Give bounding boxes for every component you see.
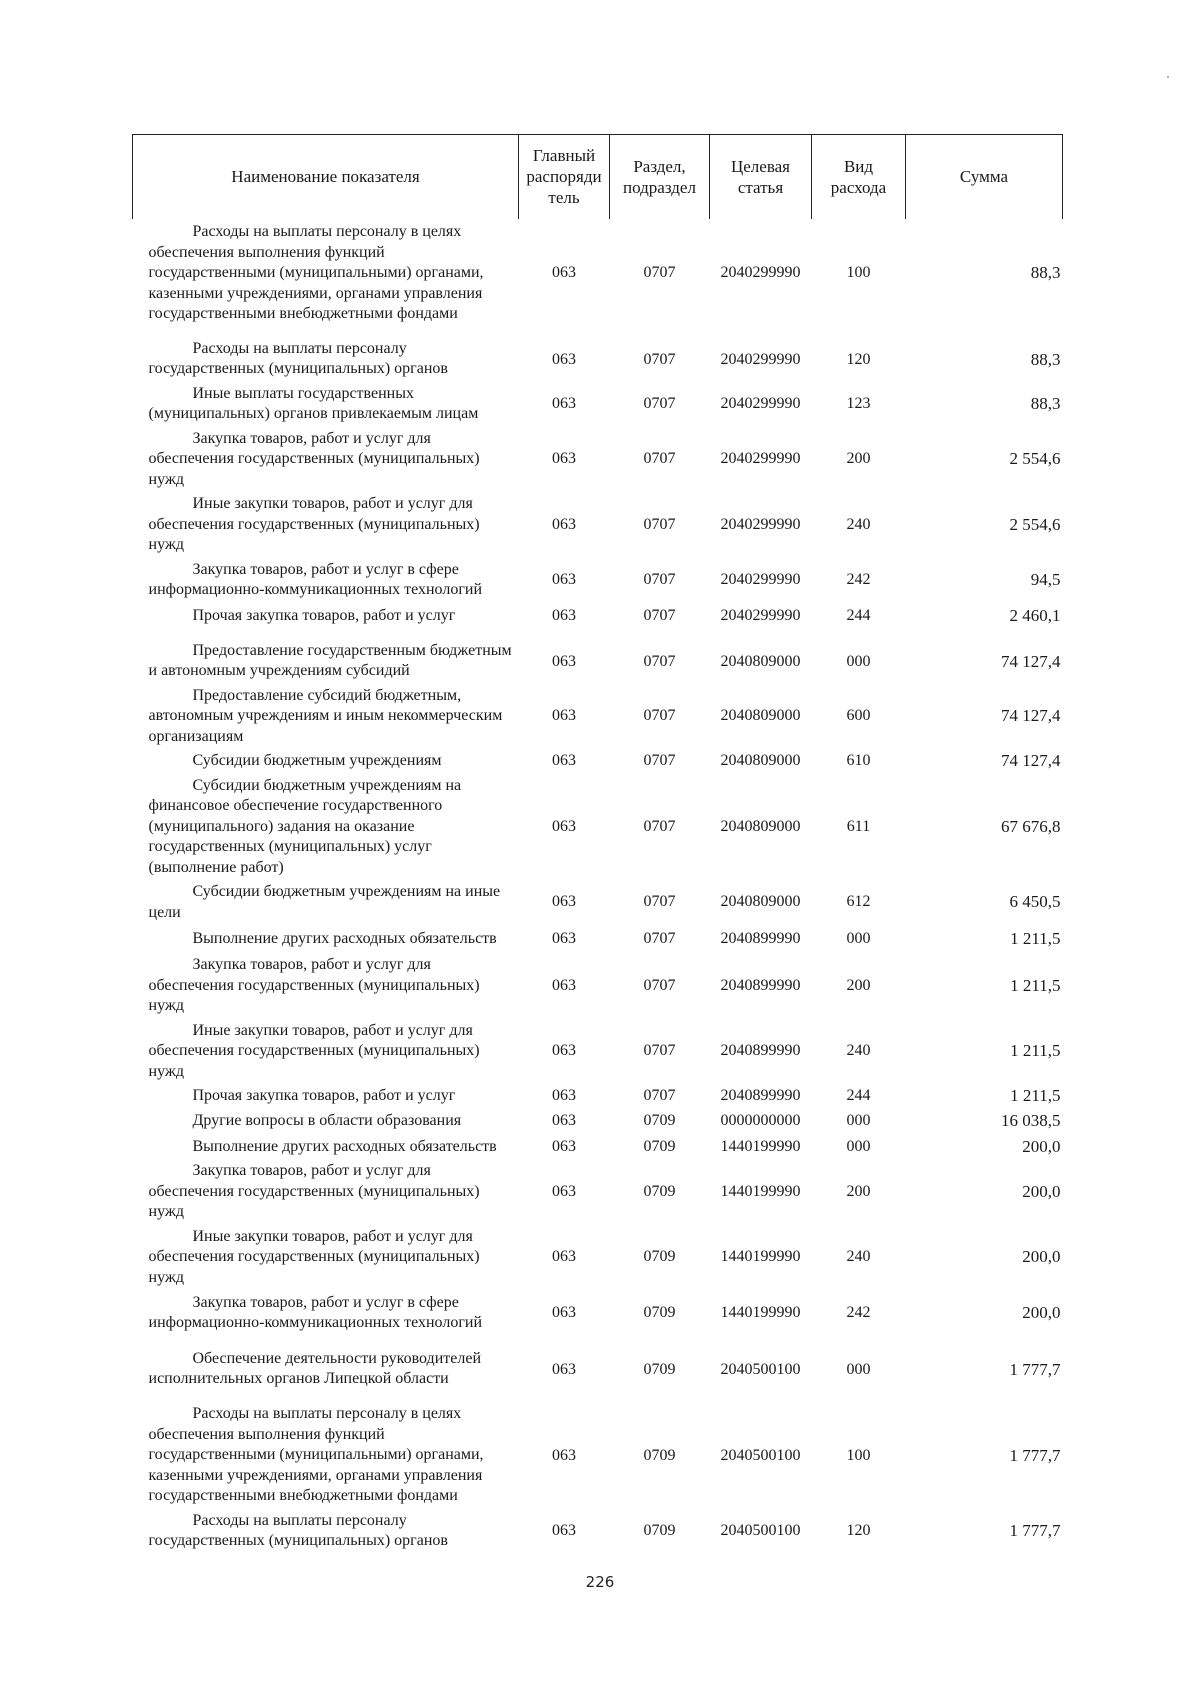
row-expense-type: 244 [846,1087,871,1104]
row-amount: 94,5 [1030,569,1061,589]
table-row [133,749,1063,774]
row-main-manager: 063 [552,929,576,947]
row-main-manager: 063 [552,1303,576,1321]
row-expense-type: 242 [846,1303,871,1321]
row-main-manager: 063 [552,1112,576,1130]
table-row [133,1135,1063,1160]
row-section: 0709 [643,1521,676,1539]
row-amount: 200,0 [1022,1247,1061,1266]
page-number: 226 [585,1573,615,1591]
row-amount: 200,0 [1022,1181,1061,1201]
row-indicator-name: Субсидии бюджетным учреждениям [192,752,442,769]
row-section: 0707 [643,707,676,724]
row-indicator-name: Предоставление субсидий бюджетным, автономным учреждениям и иным некоммерческим организациям [148,686,503,745]
row-main-manager: 063 [552,1360,576,1378]
row-section: 0709 [643,1112,676,1130]
row-expense-type: 000 [846,652,871,670]
row-target-article: 2040899990 [720,976,801,994]
row-expense-type: 244 [846,607,871,625]
row-indicator-name: Закупка товаров, работ и услуг для обеспечения государственных (муниципальных) нужд [148,429,480,488]
row-indicator-name: Расходы на выплаты персоналу государственных (муниципальных) органов [148,1511,448,1549]
row-target-article: 2040899990 [720,929,801,947]
row-section: 0707 [643,450,676,467]
row-target-article: 2040299990 [720,515,801,533]
row-indicator-name: Закупка товаров, работ и услуг для обеспечения государственных (муниципальных) нужд [148,1162,480,1220]
row-target-article: 2040809000 [720,817,801,835]
row-main-manager: 063 [552,1087,576,1104]
row-target-article: 1440199990 [720,1248,801,1265]
row-section: 0709 [643,1137,676,1155]
row-section: 0707 [643,515,676,533]
row-expense-type: 240 [846,1042,871,1059]
row-amount: 1 211,5 [1010,1041,1061,1060]
scan-speck [1167,76,1169,78]
row-indicator-name: Расходы на выплаты персоналу в целях обеспечения выполнения функций государственными (муниципальными) органами, казенными учреждениями, органами управления государственными внебюджетными фондами [148,223,484,323]
budget-expenditure-table [132,134,1063,1554]
row-amount: 200,0 [1022,1136,1061,1156]
row-indicator-name: Иные закупки товаров, работ и услуг для обеспечения государственных (муниципальных) нужд [148,1021,480,1080]
table-row [133,684,1063,750]
row-amount: 6 450,5 [1009,892,1061,912]
row-target-article: 2040809000 [720,652,801,670]
row-expense-type: 240 [846,1248,871,1265]
row-amount: 1 777,7 [1009,1359,1061,1379]
row-indicator-name: Предоставление государственным бюджетным и автономным учреждениям субсидий [148,641,512,679]
header-target-article: Целевая статья [710,135,812,219]
row-section: 0707 [643,394,676,412]
row-indicator-name: Выполнение других расходных обязательств [192,1137,497,1155]
row-amount: 88,3 [1030,263,1061,283]
row-amount: 88,3 [1030,393,1061,413]
table-row [133,953,1063,1019]
row-section: 0707 [643,570,676,588]
row-main-manager: 063 [552,570,576,588]
row-amount: 1 777,7 [1009,1520,1061,1540]
row-expense-type: 600 [846,707,871,724]
table-row [133,925,1063,953]
row-amount: 74 127,4 [1001,706,1061,725]
row-main-manager: 063 [552,515,576,533]
row-section: 0707 [643,817,676,835]
row-amount: 67 676,8 [1001,816,1061,836]
row-section: 0709 [643,1303,676,1321]
row-section: 0707 [643,1042,676,1059]
row-expense-type: 000 [846,929,871,947]
row-indicator-name: Закупка товаров, работ и услуг для обеспечения государственных (муниципальных) нужд [148,956,480,1014]
row-expense-type: 200 [846,976,871,994]
row-section: 0707 [643,893,676,911]
row-target-article: 1440199990 [720,1303,801,1321]
table-row [133,219,1063,329]
row-section: 0709 [643,1447,676,1464]
row-main-manager: 063 [552,1447,576,1464]
row-main-manager: 063 [552,752,576,769]
row-section: 0707 [643,350,676,368]
row-indicator-name: Иные закупки товаров, работ и услуг для обеспечения государственных (муниципальных) нужд [148,495,480,553]
table-row [133,774,1063,881]
row-main-manager: 063 [552,652,576,670]
row-section: 0707 [643,652,676,670]
row-expense-type: 000 [846,1360,871,1378]
table-row [133,1336,1063,1394]
row-main-manager: 063 [552,1042,576,1059]
row-section: 0707 [643,264,676,282]
row-main-manager: 063 [552,1137,576,1155]
table-row [133,1084,1063,1109]
header-amount: Сумма [906,135,1063,219]
row-expense-type: 242 [846,570,871,588]
row-expense-type: 000 [846,1112,871,1130]
row-amount: 1 211,5 [1010,928,1061,948]
row-target-article: 2040500100 [720,1447,801,1464]
row-expense-type: 100 [846,1447,871,1464]
row-target-article: 1440199990 [720,1137,801,1155]
row-amount: 1 777,7 [1009,1446,1061,1465]
table-row [133,1019,1063,1085]
row-indicator-name: Иные выплаты государственных (муниципальных) органов привлекаемым лицам [148,384,479,422]
table-row [133,880,1063,925]
row-amount: 1 211,5 [1010,1086,1061,1105]
row-target-article: 2040299990 [720,264,801,282]
row-expense-type: 000 [846,1137,871,1155]
row-section: 0707 [643,1087,676,1104]
row-section: 0707 [643,929,676,947]
table-row [133,631,1063,684]
row-expense-type: 610 [846,752,871,769]
header-indicator-name: Наименование показателя [133,135,519,219]
row-expense-type: 120 [846,350,871,368]
row-amount: 1 211,5 [1010,975,1061,995]
row-target-article: 2040299990 [720,570,801,588]
table-row [133,603,1063,631]
table-row [133,1509,1063,1554]
row-indicator-name: Закупка товаров, работ и услуг в сфере информационно-коммуникационных технологий [148,1293,483,1331]
table-row [133,558,1063,603]
table-row [133,492,1063,558]
row-main-manager: 063 [552,976,576,994]
row-section: 0709 [643,1182,676,1200]
row-main-manager: 063 [552,1248,576,1265]
row-main-manager: 063 [552,1521,576,1539]
row-target-article: 2040500100 [720,1521,801,1539]
row-expense-type: 120 [846,1521,871,1539]
row-target-article: 2040809000 [720,707,801,724]
table-header-row [133,135,1063,219]
header-main-manager: Главный распоряди тель [519,135,610,219]
table-row [133,1394,1063,1509]
row-main-manager: 063 [552,1182,576,1200]
row-amount: 88,3 [1030,349,1061,369]
table-row [133,1290,1063,1336]
header-section: Раздел, подраздел [610,135,710,219]
table-body [133,219,1063,1554]
row-amount: 2 554,6 [1009,514,1061,534]
row-main-manager: 063 [552,893,576,911]
row-main-manager: 063 [552,350,576,368]
row-indicator-name: Выполнение других расходных обязательств [192,929,497,947]
row-indicator-name: Субсидии бюджетным учреждениям на финансовое обеспечение государственного (муниципального) задания на оказание государственных (муниципальных) услуг (выполнение работ) [148,776,462,876]
row-expense-type: 240 [846,515,871,533]
row-amount: 74 127,4 [1001,651,1061,671]
row-target-article: 2040500100 [720,1360,801,1378]
row-amount: 200,0 [1022,1302,1061,1322]
row-expense-type: 123 [846,394,871,412]
row-target-article: 2040299990 [720,394,801,412]
table-row [133,329,1063,382]
row-section: 0707 [643,607,676,625]
table-row [133,1159,1063,1225]
row-section: 0707 [643,752,676,769]
row-section: 0709 [643,1248,676,1265]
row-target-article: 2040809000 [720,752,801,769]
row-indicator-name: Субсидии бюджетным учреждениям на иные цели [148,883,501,921]
row-target-article: 2040809000 [720,893,801,911]
row-target-article: 2040299990 [720,450,801,467]
row-target-article: 2040899990 [720,1042,801,1059]
row-indicator-name: Иные закупки товаров, работ и услуг для обеспечения государственных (муниципальных) нужд [148,1227,480,1286]
row-expense-type: 612 [846,893,871,911]
row-expense-type: 200 [846,1182,871,1200]
row-main-manager: 063 [552,264,576,282]
table-row [133,427,1063,493]
row-section: 0707 [643,976,676,994]
row-indicator-name: Расходы на выплаты персоналу в целях обеспечения выполнения функций государственными (муниципальными) органами, казенными учреждениями, органами управления государственными внебюджетными фондами [148,1405,484,1504]
row-indicator-name: Прочая закупка товаров, работ и услуг [192,1087,456,1104]
row-target-article: 1440199990 [720,1182,801,1200]
row-target-article: 2040299990 [720,607,801,625]
row-amount: 2 460,1 [1009,606,1061,626]
row-target-article: 2040899990 [720,1087,801,1104]
table-row [133,1225,1063,1291]
row-main-manager: 063 [552,607,576,625]
row-indicator-name: Расходы на выплаты персоналу государственных (муниципальных) органов [148,339,448,377]
row-target-article: 0000000000 [720,1112,801,1130]
table-row [133,382,1063,427]
row-section: 0709 [643,1360,676,1378]
row-amount: 2 554,6 [1009,449,1061,468]
row-expense-type: 200 [846,450,871,467]
header-expense-type: Вид расхода [812,135,906,219]
row-main-manager: 063 [552,450,576,467]
row-main-manager: 063 [552,707,576,724]
row-expense-type: 611 [846,817,871,835]
row-amount: 16 038,5 [1001,1111,1061,1131]
row-main-manager: 063 [552,394,576,412]
row-main-manager: 063 [552,817,576,835]
row-indicator-name: Другие вопросы в области образования [192,1112,462,1130]
row-target-article: 2040299990 [720,350,801,368]
row-indicator-name: Прочая закупка товаров, работ и услуг [192,607,456,625]
row-indicator-name: Обеспечение деятельности руководителей исполнительных органов Липецкой области [148,1349,481,1387]
row-expense-type: 100 [846,264,871,282]
row-amount: 74 127,4 [1001,751,1061,770]
row-indicator-name: Закупка товаров, работ и услуг в сфере информационно-коммуникационных технологий [148,560,483,598]
table-row [133,1109,1063,1135]
